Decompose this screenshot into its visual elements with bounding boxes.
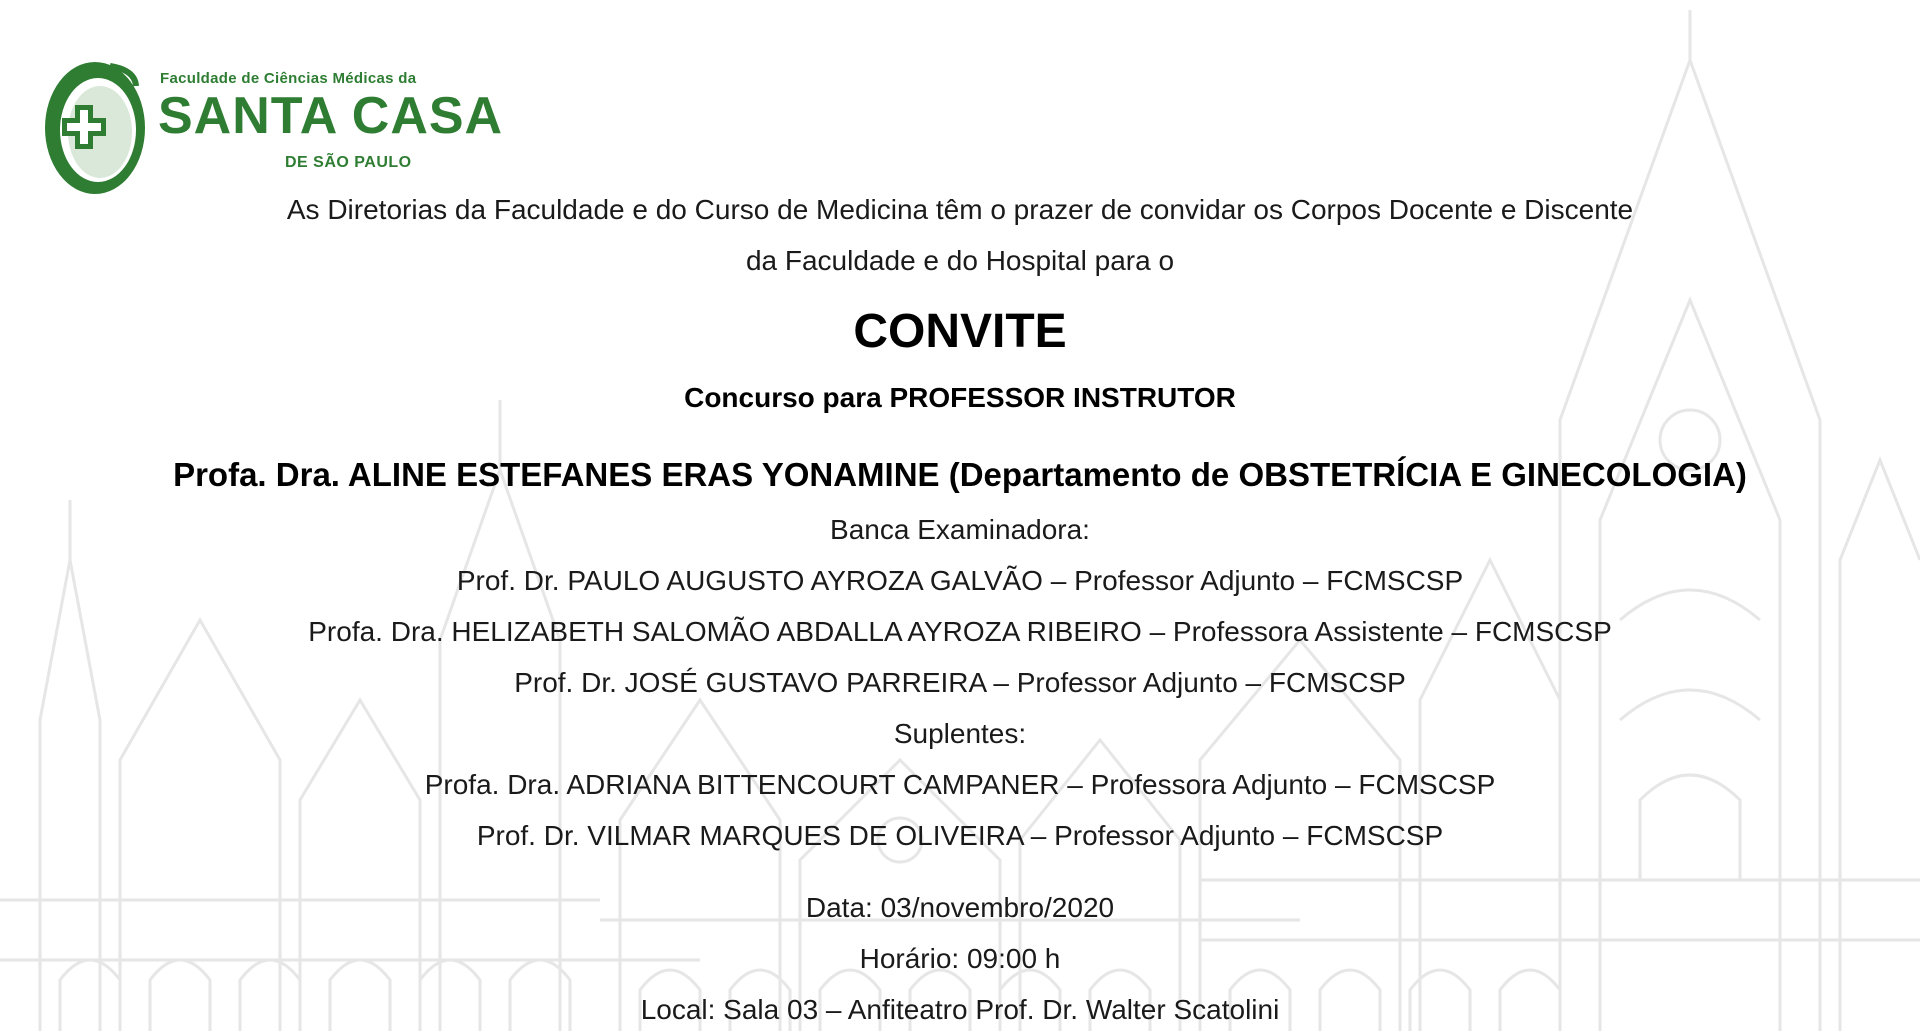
suplente-member: Profa. Dra. ADRIANA BITTENCOURT CAMPANER – Professora Adjunto – FCMSCSP [424,769,1496,800]
banca-member: Profa. Dra. HELIZABETH SALOMÃO ABDALLA AYROZA RIBEIRO – Professora Assistente – FCMSCSP [308,616,1612,647]
banca-member: Prof. Dr. PAULO AUGUSTO AYROZA GALVÃO – Professor Adjunto – FCMSCSP [456,565,1464,596]
contest-subtitle: Concurso para PROFESSOR INSTRUTOR [684,382,1236,413]
suplentes-heading: Suplentes: [893,718,1027,749]
santa-casa-logo [40,56,504,201]
logo-faculty-name: Faculdade de Ciências Médicas da [160,70,417,87]
logo-city: DE SÃO PAULO [285,154,412,171]
cross-icon [40,56,150,201]
event-date: Data: 03/novembro/2020 [805,892,1115,923]
suplente-member: Prof. Dr. VILMAR MARQUES DE OLIVEIRA – Professor Adjunto – FCMSCSP [476,820,1444,851]
candidate-name: Profa. Dra. ALINE ESTEFANES ERAS YONAMINE (Departamento de OBSTETRÍCIA E GINECOLOGIA) [173,456,1747,493]
event-location: Local: Sala 03 – Anfiteatro Prof. Dr. Walter Scatolini [640,994,1280,1025]
page-title: CONVITE [853,305,1067,358]
banca-heading: Banca Examinadora: [830,514,1090,545]
logo-santa-casa: SANTA CASA [158,87,504,145]
banca-member: Prof. Dr. JOSÉ GUSTAVO PARREIRA – Professor Adjunto – FCMSCSP [514,667,1406,698]
intro-line-2: da Faculdade e do Hospital para o [745,245,1175,276]
intro-line-1: As Diretorias da Faculdade e do Curso de Medicina têm o prazer de convidar os Corpos Docente e Discente [286,194,1634,225]
event-time: Horário: 09:00 h [859,943,1061,974]
